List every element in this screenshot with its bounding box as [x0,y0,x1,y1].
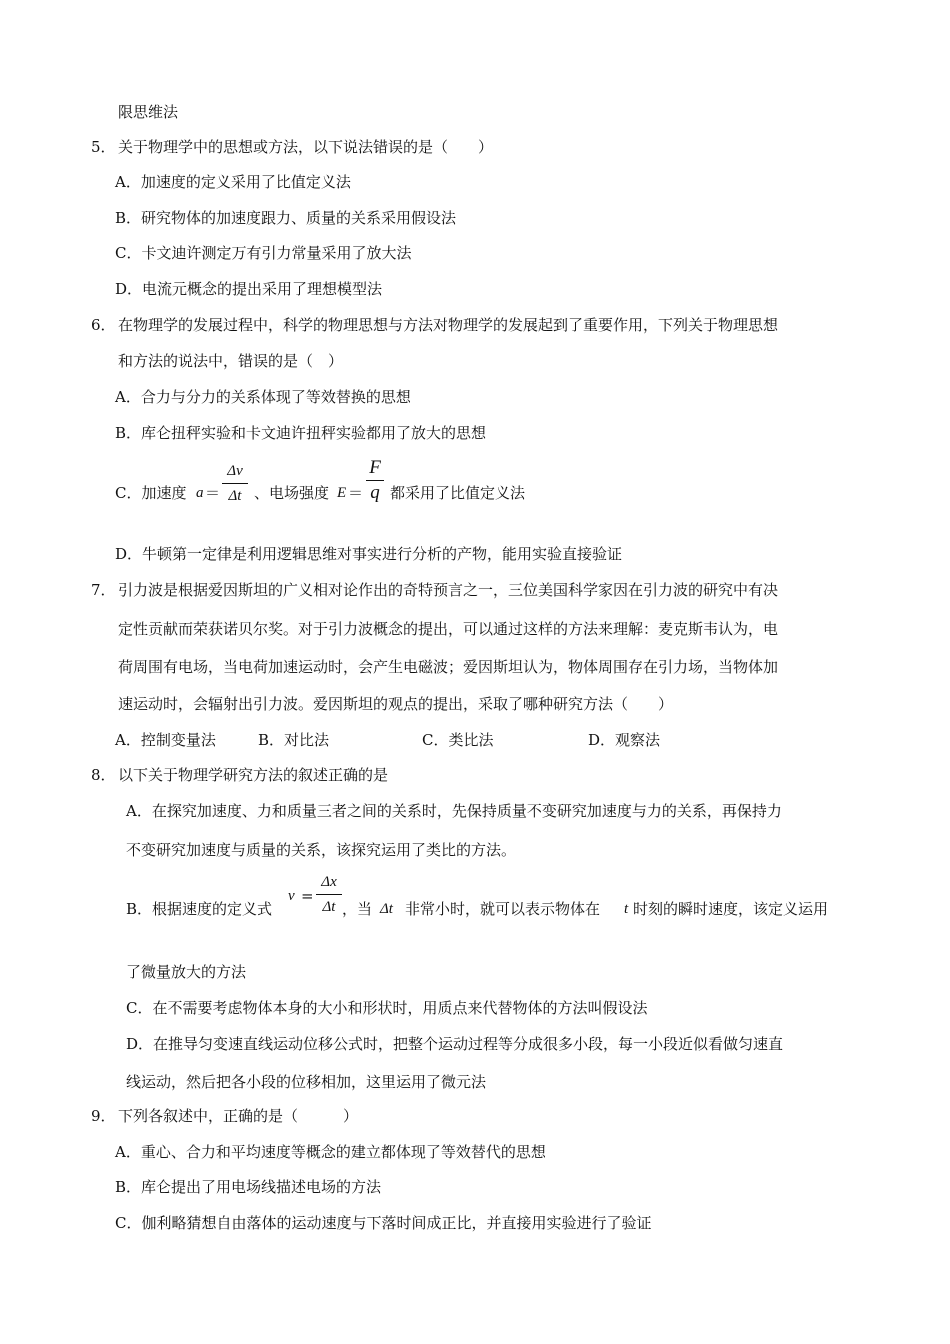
option-d-line-2: 线运动，然后把各小段的位移相加，这里运用了微元法 [126,1073,487,1091]
denominator: Δt [228,488,242,504]
option-a: A．合力与分力的关系体现了等效替换的思想 [115,388,411,406]
fraction-bar [316,894,342,895]
fraction-dx-dt [316,872,342,917]
numerator: F [369,457,381,478]
option-d: D．牛顿第一定律是利用逻辑思维对事实进行分析的产物，能用实验直接验证 [115,545,623,563]
equals-sign: = [301,887,314,905]
option-b: B．库仑提出了用电场线描述电场的方法 [115,1178,382,1196]
var-v: v [288,888,295,904]
var-delta-t: Δt [380,901,393,917]
option-a: A．在探究加速度、力和质量三者之间的关系时，先保持质量不变研究加速度与力的关系，再保持力 [126,802,782,820]
option-d: D．观察法 [588,731,661,749]
option-b-text: ，当 [342,900,373,918]
option-b-prefix: B．根据速度的定义式 [126,900,273,918]
var-t: t [624,901,629,917]
question-number: 5． [91,138,116,156]
option-a-line-2: 不变研究加速度与质量的关系，该探究运用了类比的方法。 [126,841,517,859]
question-stem: 下列各叙述中，正确的是（ ） [118,1107,359,1125]
fraction-dv-dt [222,461,248,506]
option-a: A．控制变量法 [115,731,216,749]
question-number: 9． [91,1107,116,1125]
fraction-bar [222,483,248,484]
var-E: E [337,485,347,501]
option-c: C．类比法 [422,731,494,749]
option-b-text: 非常小时，就可以表示物体在 [405,900,601,918]
option-b: B．库仑扭秤实验和卡文迪许扭秤实验都用了放大的思想 [115,424,487,442]
question-stem-line-3: 荷周围有电场，当电荷加速运动时，会产生电磁波；爱因斯坦认为，物体周围存在引力场，当物体加 [118,658,779,676]
question-number: 8． [91,766,116,784]
question-stem: 关于物理学中的思想或方法，以下说法错误的是（ ） [118,138,494,156]
question-number: 6． [91,316,116,334]
option-b: B．研究物体的加速度跟力、质量的关系采用假设法 [115,209,457,227]
option-c: C．伽利略猜想自由落体的运动速度与下落时间成正比，并直接用实验进行了验证 [115,1214,652,1232]
option-d: D．在推导匀变速直线运动位移公式时，把整个运动过程等分成很多小段，每一小段近似看做匀速直 [126,1035,784,1053]
option-c: C．在不需要考虑物体本身的大小和形状时，用质点来代替物体的方法叫假设法 [126,999,648,1017]
question-stem: 在物理学的发展过程中，科学的物理思想与方法对物理学的发展起到了重要作用，下列关于物理思想 [118,316,779,334]
question-stem: 以下关于物理学研究方法的叙述正确的是 [118,766,389,784]
continuation-text: 限思维法 [118,103,179,121]
equals-sign: ＝ [205,484,221,502]
option-c: C．卡文迪许测定万有引力常量采用了放大法 [115,244,412,262]
var-a: a [196,485,204,501]
option-b-text: 时刻的瞬时速度，该定义运用 [633,900,829,918]
question-number: 7． [91,581,116,599]
option-d: D．电流元概念的提出采用了理想模型法 [115,280,383,298]
option-a: A．加速度的定义采用了比值定义法 [115,173,351,191]
question-stem-line-2: 和方法的说法中，错误的是（ ） [118,352,344,370]
option-b-line-2: 了微量放大的方法 [126,963,247,981]
numerator: Δv [227,463,243,479]
numerator: Δx [321,874,337,890]
option-c-prefix: C．加速度 [115,484,187,502]
fraction-f-q [366,458,384,503]
fraction-bar [366,480,384,481]
question-stem: 引力波是根据爱因斯坦的广义相对论作出的奇特预言之一，三位美国科学家因在引力波的研究中有决 [118,581,779,599]
option-b: B．对比法 [258,731,330,749]
question-stem-line-2: 定性贡献而荣获诺贝尔奖。对于引力波概念的提出，可以通过这样的方法来理解：麦克斯韦认为，电 [118,620,779,638]
denominator: Δt [322,899,336,915]
question-stem-line-4: 速运动时，会辐射出引力波。爱因斯坦的观点的提出，采取了哪种研究方法（ ） [118,695,674,713]
equals-sign: ＝ [348,484,364,502]
denominator: q [370,482,380,503]
option-c-middle: 、电场强度 [254,484,330,502]
option-a: A．重心、合力和平均速度等概念的建立都体现了等效替代的思想 [115,1143,546,1161]
option-c-suffix: 都采用了比值定义法 [390,484,526,502]
